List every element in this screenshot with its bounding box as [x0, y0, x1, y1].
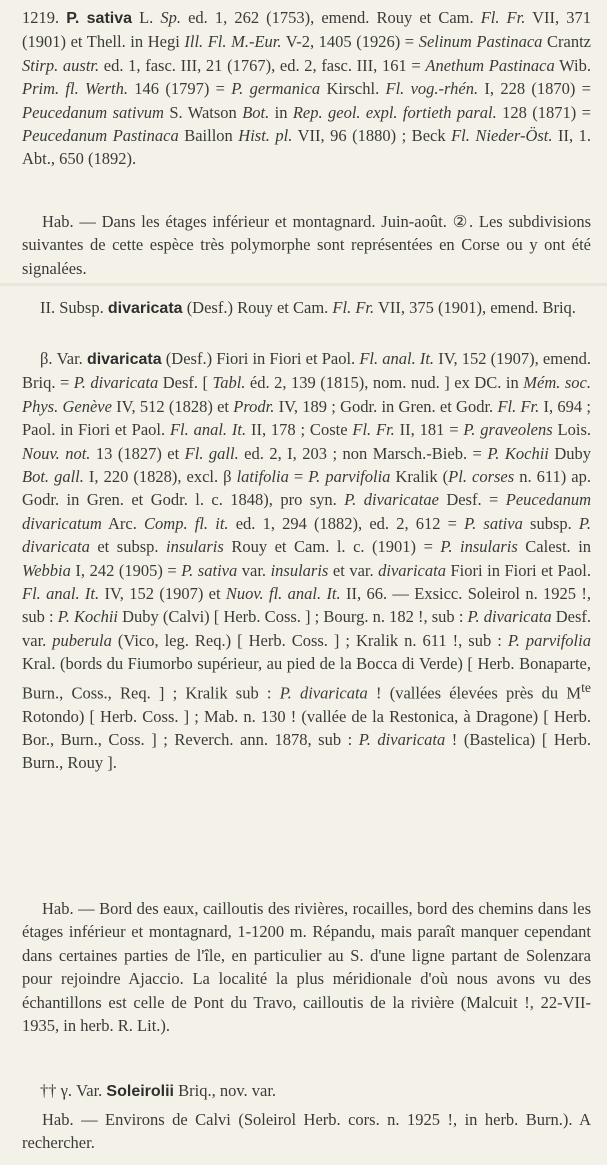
citation-title: Sp.	[160, 8, 182, 27]
citation-title: Fl. anal. It.	[22, 584, 100, 604]
synonym-name: Peucedanum Pastinaca	[22, 126, 179, 146]
text: IV, 152 (1907), emend. Briq. =	[22, 349, 592, 393]
text: Kral. (bords du Fiumorbo supérieur, au pied de la Bocca di Verde) [ Herb. Bonaparte, Burn., Coss., Req. ] ; Kralik sub :	[22, 654, 591, 703]
synonym-name: insularis	[166, 537, 224, 557]
citation-title: Bot.	[242, 102, 270, 122]
text: II, 66. — Exsicc. Soleirol n. 1925 !, sub :	[22, 584, 592, 627]
synonym-name: Peucedanum sativum	[22, 102, 164, 122]
scan-divider	[0, 283, 607, 286]
variety-name: Soleirolii	[106, 1083, 174, 1100]
text: L.	[132, 8, 161, 27]
synonym-name: P. Kochii	[57, 607, 118, 627]
synonym-name: P. graveolens	[463, 420, 553, 440]
text: 146 (1797) =	[127, 79, 232, 99]
text: I, 228 (1870) =	[478, 79, 591, 99]
synonym-name: P. insularis	[440, 537, 518, 557]
citation-title: Fl. Fr.	[352, 420, 395, 440]
habitat-paragraph-divaricata: Hab. — Bord des eaux, cailloutis des rivières, rocailles, bord des chemins dans les étages inférieur et montagnard, 1-1200 m. Répandu, mais paraît manquer cependant dans certaines parties de l'île, en particulier au S. d'une ligne partant de Solenzara pour rejoindre Ajaccio. La localité la plus méridionale d'où nous avons vu des échantillons est celle de Pont du Travo, cailloutis de la rivière (Malcuit !, 22-VII-1935, in herb. R. Lit.).	[22, 899, 591, 1036]
citation-title: Tabl.	[212, 373, 246, 393]
citation-title: Prim. fl. Werth.	[22, 79, 128, 99]
text: †† γ. Var.	[40, 1081, 107, 1100]
citation-title: Fl. vog.-rhén.	[385, 79, 479, 99]
text: I, 220 (1828), excl. β	[83, 467, 237, 487]
habitat-paragraph-species: Hab. — Dans les étages inférieur et montagnard. Juin-août. ②. Les subdivisions suivantes de cette espèce très polymorphe sont représentées en Corse ou y ont été signalées.	[22, 212, 591, 278]
text: Briq., nov. var.	[174, 1081, 277, 1100]
text: IV, 189 ; Godr. in Gren. et Godr.	[274, 396, 498, 416]
text: Fiori in Fiori et Paol.	[445, 560, 591, 580]
synonym-name: insularis	[270, 560, 329, 580]
text: β. Var.	[40, 349, 87, 368]
text: Calest. in	[517, 537, 592, 557]
text: II, 181 =	[394, 420, 464, 440]
text: II. Subsp.	[40, 298, 108, 317]
text: Desf. =	[438, 490, 506, 510]
citation-title: Comp. fl. it.	[144, 513, 229, 533]
subspecies-name: divaricata	[107, 300, 183, 317]
text: Rouy et Cam. l. c. (1901) =	[223, 537, 441, 557]
text: Desf. var.	[22, 607, 592, 650]
text: 13 (1827) et	[90, 443, 185, 463]
text: (Vico, leg. Req.) [ Herb. Coss. ] ; Kralik n. 611 !, sub :	[111, 630, 508, 650]
synonym-name: P. parvifolia	[308, 467, 391, 487]
text: et subsp.	[89, 537, 167, 557]
citation-title: Rep. geol. expl. fortieth paral.	[292, 102, 497, 122]
text: et var.	[328, 560, 379, 580]
text: Desf. [	[158, 373, 213, 393]
text: IV, 512 (1828) et	[111, 396, 234, 416]
citation-title: Fl. gall.	[184, 443, 239, 463]
text: 128 (1871) =	[496, 102, 591, 122]
citation-title: Nouv. not.	[22, 443, 91, 463]
synonym-name: P. parvifolia	[507, 630, 591, 650]
citation-title: Fl. anal. It.	[169, 420, 247, 440]
synonym-name: P. divaricata	[22, 513, 591, 557]
citation-title: Fl. anal. It.	[359, 349, 435, 368]
habitat-paragraph-soleirolii: Hab. — Environs de Calvi (Soleirol Herb. cors. n. 1925 !, in herb. Burn.). A rechercher.	[22, 1110, 591, 1153]
synonym-name: puberula	[52, 630, 112, 650]
text: Crantz	[542, 32, 591, 52]
species-name: P. sativa	[66, 10, 133, 27]
text: in	[269, 102, 293, 122]
synonym-name: P. divaricata	[73, 373, 159, 393]
text: Duby (Calvi) [ Herb. Coss. ] ; Bourg. n. 182 !, sub :	[118, 607, 468, 627]
text: VII, 96 (1880) ; Beck	[292, 126, 452, 146]
text: Duby	[548, 443, 592, 463]
citation-title: Stirp. austr.	[22, 55, 100, 75]
synonym-name: P. divaricatae	[344, 490, 439, 510]
citation-title: Webbia	[22, 560, 71, 580]
species-entry-1219	[22, 6, 591, 171]
text: VII, 371 (1901) et Thell. in Hegi	[22, 8, 591, 52]
synonym-name: P. Kochii	[487, 443, 549, 463]
text: IV, 152 (1907) et	[99, 584, 226, 604]
synonym-name: P. divaricata	[279, 683, 368, 703]
text: subsp.	[522, 513, 579, 533]
text: var.	[237, 560, 271, 580]
text: éd. 2, 139 (1815), nom. nud. ] ex DC. in	[245, 373, 524, 393]
text: ! (vallées élevées près du M	[367, 683, 582, 703]
citation-title: Nuov. fl. anal. It.	[225, 584, 341, 604]
synonym-name: Peucedanum divaricatum	[22, 490, 591, 533]
text: II, 1. Abt., 650 (1892).	[22, 126, 591, 169]
text: (Desf.) Fiori in Fiori et Paol.	[161, 349, 360, 368]
text: VII, 375 (1901), emend. Briq.	[374, 298, 576, 317]
citation-title: Fl. Fr.	[480, 8, 526, 27]
text: Kirschl.	[320, 79, 386, 99]
citation-title: Fl. Fr.	[332, 298, 375, 317]
synonym-name: P. divaricata	[358, 730, 446, 749]
citation-title: Fl. Nieder-Öst.	[451, 126, 553, 146]
text: Baillon	[178, 126, 239, 146]
citation-title: Ill. Fl. M.-Eur.	[184, 32, 282, 52]
text: S. Watson	[163, 102, 243, 122]
synonym-name: divaricata	[378, 560, 446, 580]
synonym-name: latifolia	[236, 467, 289, 487]
text: ed. 1, 262 (1753), emend. Rouy et Cam.	[181, 8, 481, 27]
text: (Desf.) Rouy et Cam.	[182, 298, 333, 317]
citation-title: Prodr.	[233, 396, 275, 416]
citation-title: Hist. pl.	[238, 126, 293, 146]
synonym-name: P. germanica	[231, 79, 321, 99]
text: V-2, 1405 (1926) =	[281, 32, 419, 52]
text: Rotondo) [ Herb. Coss. ] ; Mab. n. 130 ! (vallée de la Restonica, à Dragone) [ Herb. Bor., Burn., Coss. ] ; Reverch. ann. 1878, sub :	[22, 706, 591, 749]
text: I, 694 ; Paol. in Fiori et Paol.	[22, 396, 591, 440]
synonym-name: P. divaricata	[467, 607, 552, 627]
text: ed. 1, fasc. III, 21 (1767), ed. 2, fasc. III, 161 =	[99, 55, 426, 75]
synonym-name: Anethum Pastinaca	[425, 55, 555, 75]
citation-title: Bot. gall.	[22, 467, 84, 487]
text: Kralik (	[390, 467, 449, 487]
text: Wib.	[554, 55, 591, 75]
variety-name: divaricata	[86, 351, 162, 368]
text: ed. 2, I, 203 ; non Marsch.-Bieb. =	[238, 443, 488, 463]
text: n. 611) ap. Godr. in Gren. et Godr. l. c. 1848), pro syn.	[22, 467, 591, 510]
subspecies-entry	[22, 296, 591, 320]
superscript: te	[581, 679, 591, 695]
text: I, 242 (1905) =	[70, 560, 182, 580]
variety-divaricata-entry	[22, 347, 591, 775]
citation-title: Fl. Fr.	[497, 396, 540, 416]
synonym-name: P. sativa	[464, 513, 523, 533]
text: Lois.	[552, 420, 591, 440]
citation-title: Pl. corses	[448, 467, 515, 487]
entry-number: 1219.	[22, 8, 60, 27]
synonym-name: Selinum Pastinaca	[418, 32, 543, 52]
text: Arc.	[101, 513, 145, 533]
text: ed. 1, 294 (1882), ed. 2, 612 =	[228, 513, 465, 533]
variety-soleirolii-entry	[22, 1079, 591, 1103]
text: II, 178 ; Coste	[246, 420, 353, 440]
text: ! (Bastelica) [ Herb. Burn., Rouy ].	[22, 730, 591, 773]
citation-title: Mém. soc. Phys. Genève	[22, 373, 592, 416]
synonym-name: P. sativa	[181, 560, 238, 580]
text: =	[288, 467, 309, 487]
